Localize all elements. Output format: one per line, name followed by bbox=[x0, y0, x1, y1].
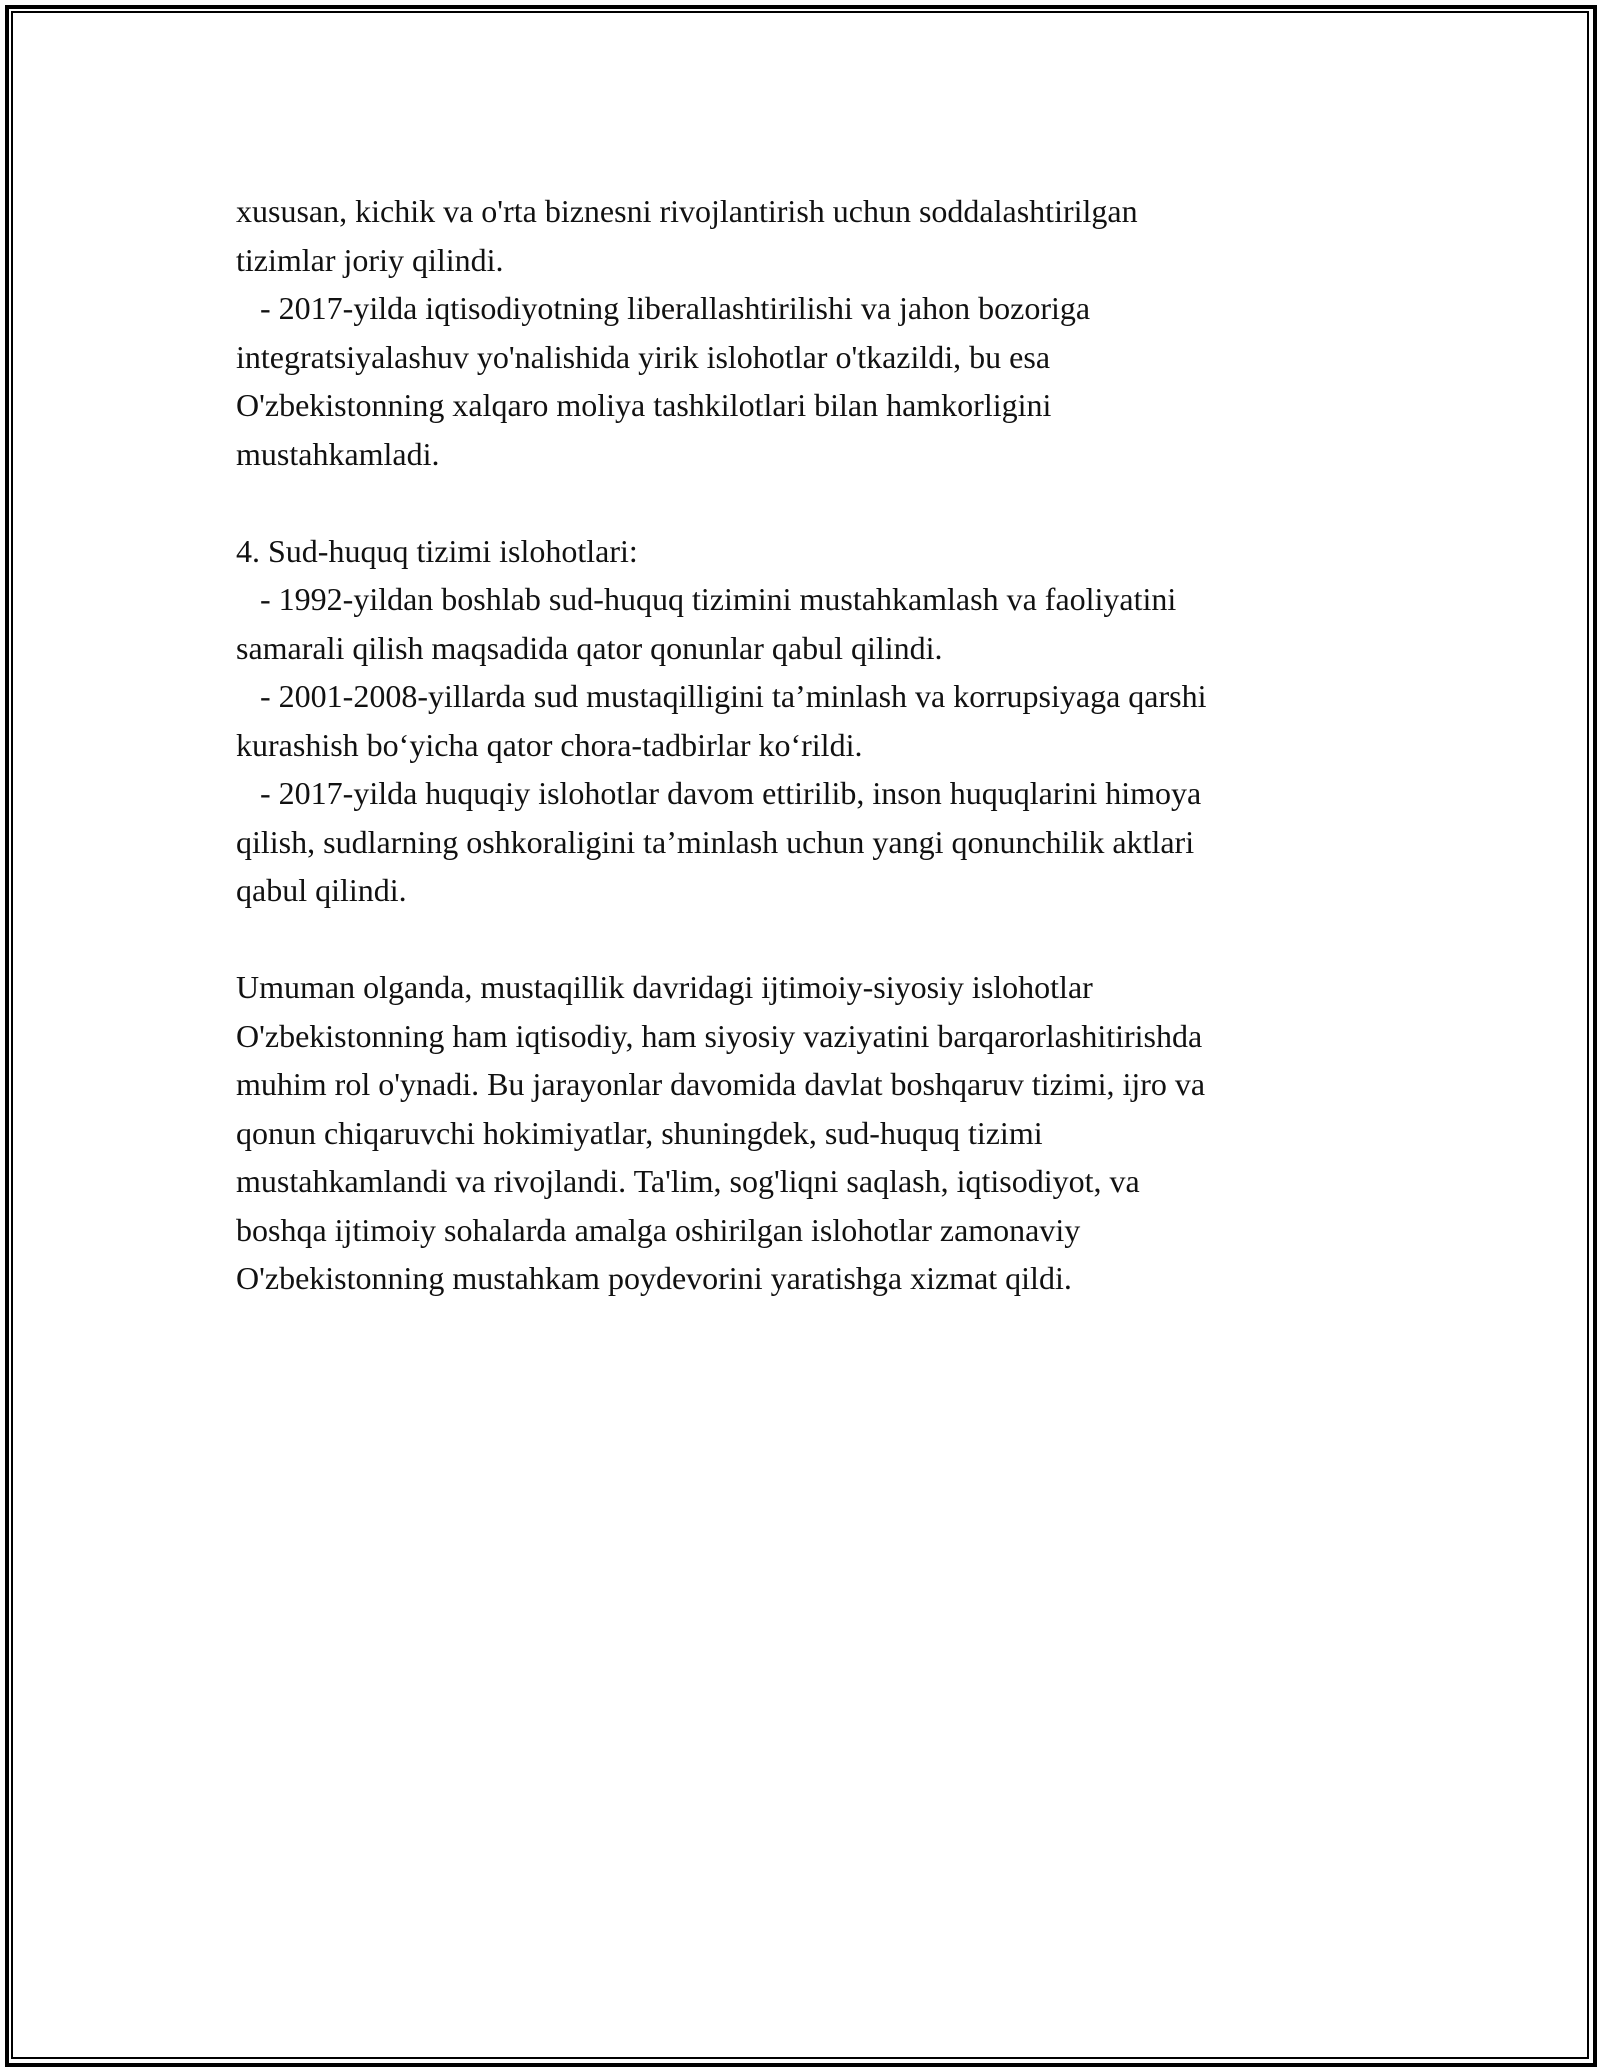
text-line: muhim rol o'ynadi. Bu jarayonlar davomida davlat boshqaruv tizimi, ijro va bbox=[236, 1066, 1206, 1102]
text-line: boshqa ijtimoiy sohalarda amalga oshirilgan islohotlar zamonaviy bbox=[236, 1211, 1081, 1248]
list-item-line: - 2001-2008-yillarda sud mustaqilligini ta’minlash va korrupsiyaga qarshi bbox=[236, 678, 1207, 714]
text-line: integratsiyalashuv yo'nalishida yirik islohotlar o'tkazildi, bu esa bbox=[236, 338, 1051, 375]
text-line: O'zbekistonning xalqaro moliya tashkilotlari bilan hamkorligini bbox=[236, 387, 1052, 423]
text-line: O'zbekistonning mustahkam poydevorini yaratishga xizmat qildi. bbox=[236, 1260, 1072, 1296]
section-heading: 4. Sud-huquq tizimi islohotlari: bbox=[236, 532, 638, 569]
paragraph-judicial-reforms bbox=[236, 527, 1376, 915]
text-line: qilish, sudlarning oshkoraligini ta’minlash uchun yangi qonunchilik aktlari bbox=[236, 823, 1195, 860]
text-line: qonun chiqaruvchi hokimiyatlar, shuningdek, sud-huquq tizimi bbox=[236, 1114, 1043, 1151]
list-item-line: - 1992-yildan boshlab sud-huquq tizimini mustahkamlash va faoliyatini bbox=[236, 581, 1177, 617]
text-line: qabul qilindi. bbox=[236, 872, 407, 908]
list-item-line: - 2017-yilda iqtisodiyotning liberallashtirilishi va jahon bozoriga bbox=[236, 290, 1091, 326]
paragraph-spacer bbox=[236, 915, 1376, 964]
document-body bbox=[236, 187, 1376, 1303]
text-line: O'zbekistonning ham iqtisodiy, ham siyosiy vaziyatini barqarorlashitirishda bbox=[236, 1017, 1203, 1054]
paragraph-econ-continuation bbox=[236, 187, 1376, 478]
text-line: kurashish bo‘yicha qator chora-tadbirlar ko‘rildi. bbox=[236, 726, 863, 763]
text-line: Umuman olganda, mustaqillik davridagi ijtimoiy-siyosiy islohotlar bbox=[236, 969, 1093, 1005]
paragraph-spacer bbox=[236, 478, 1376, 527]
paragraph-conclusion bbox=[236, 963, 1376, 1303]
list-item-line: - 2017-yilda huquqiy islohotlar davom ettirilib, inson huquqlarini himoya bbox=[236, 775, 1202, 811]
text-line: xususan, kichik va o'rta biznesni rivojlantirish uchun soddalashtirilgan bbox=[236, 193, 1138, 229]
text-line: mustahkamlandi va rivojlandi. Ta'lim, sog'liqni saqlash, iqtisodiyot, va bbox=[236, 1163, 1140, 1199]
text-line: mustahkamladi. bbox=[236, 435, 440, 472]
text-line: samarali qilish maqsadida qator qonunlar qabul qilindi. bbox=[236, 629, 943, 666]
text-line: tizimlar joriy qilindi. bbox=[236, 241, 504, 278]
